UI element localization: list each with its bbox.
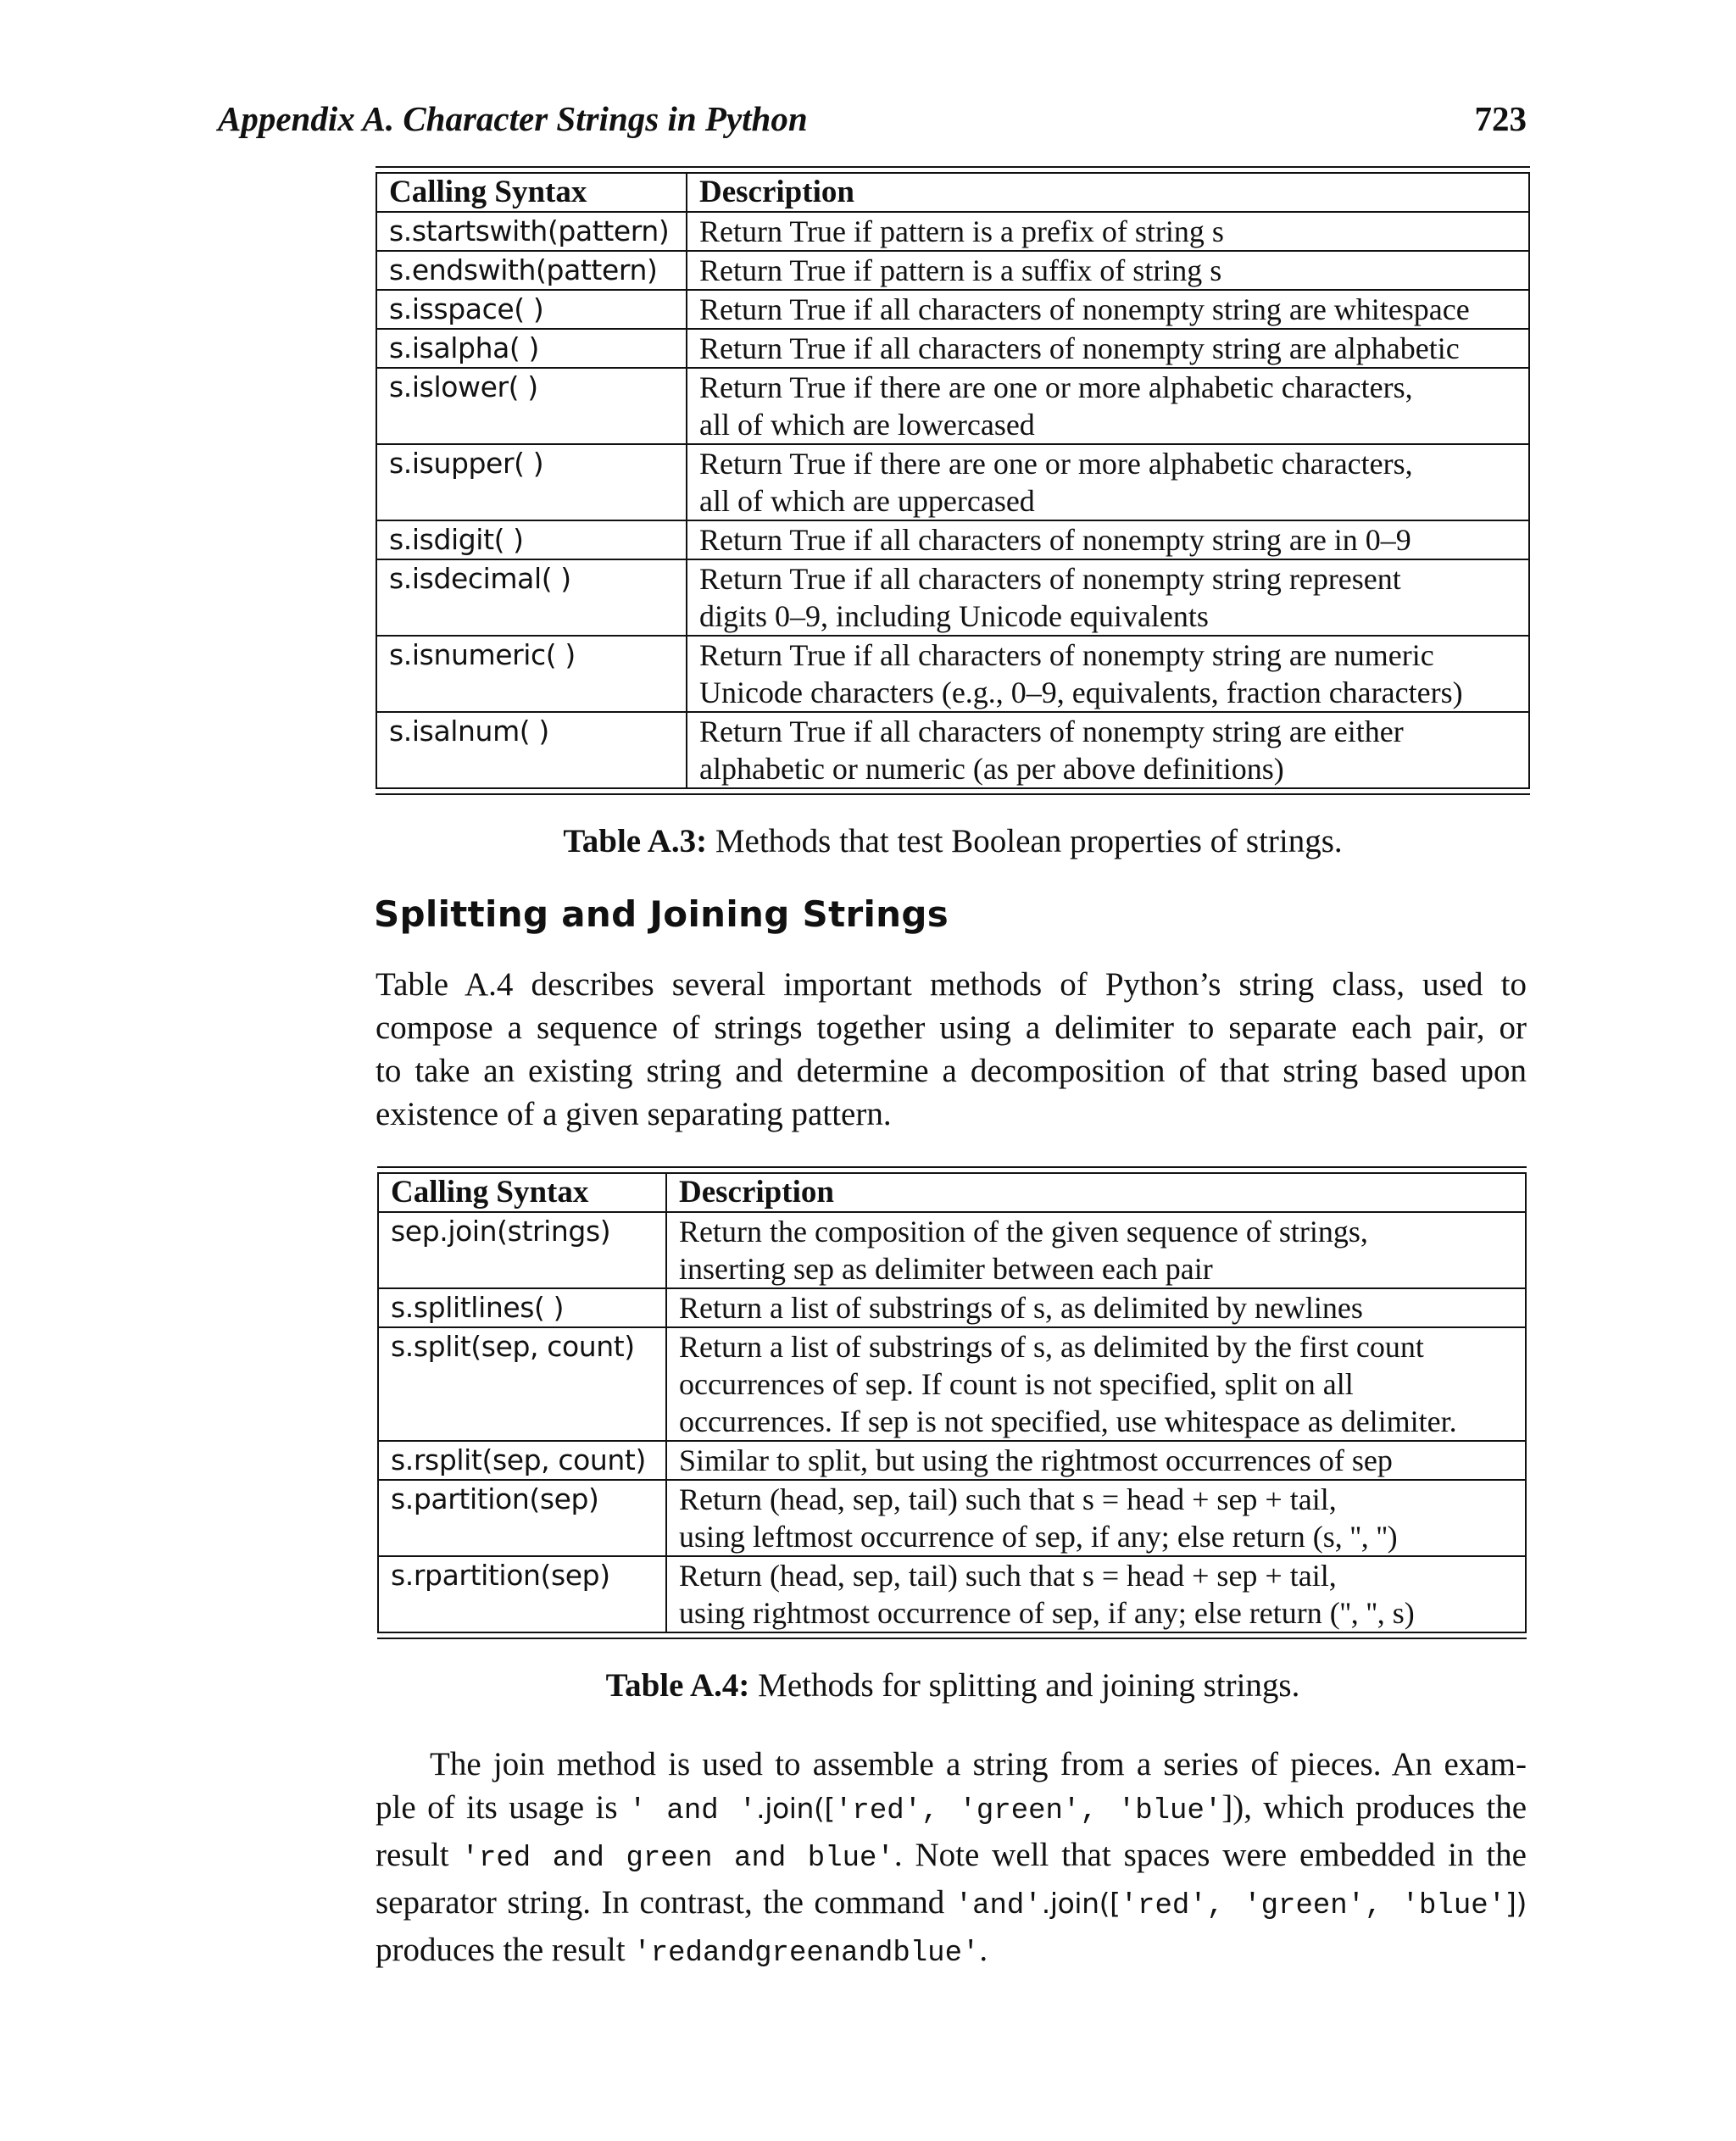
table-row <box>376 444 1529 520</box>
description-line: Similar to split, but using the rightmost occurrences of sep <box>679 1443 1393 1477</box>
description-cell <box>666 1327 1526 1441</box>
code-literal: 'and' <box>954 1890 1042 1922</box>
table-a3-caption <box>376 822 1530 860</box>
calling-syntax-cell: s.isnumeric( ) <box>376 636 687 712</box>
paragraph-line <box>376 1928 1527 1976</box>
description-line: Return a list of substrings of s, as delimited by the first count <box>679 1330 1424 1364</box>
code-literal: 'redandgreenandblue' <box>633 1938 980 1970</box>
calling-syntax-cell: s.endswith(pattern) <box>376 251 687 290</box>
calling-syntax-cell: s.splitlines( ) <box>378 1288 666 1327</box>
description-cell <box>687 444 1529 520</box>
description-cell <box>687 712 1529 788</box>
table-row <box>376 712 1529 788</box>
paragraph-line: existence of a given separating pattern. <box>376 1096 892 1132</box>
table-row <box>378 1288 1526 1327</box>
description-line: digits 0–9, including Unicode equivalents <box>699 599 1209 633</box>
caption-text: Methods that test Boolean properties of strings. <box>707 823 1343 859</box>
description-cell <box>687 520 1529 559</box>
description-line: Return (head, sep, tail) such that s = head + sep + tail, <box>679 1482 1337 1516</box>
text-run: . Note well that spaces were embedded in the <box>893 1837 1527 1873</box>
calling-syntax-cell: s.isdecimal( ) <box>376 559 687 636</box>
description-line: Return True if pattern is a suffix of string s <box>699 253 1222 287</box>
table-row <box>376 520 1529 559</box>
table-header-row <box>376 173 1529 212</box>
table-row <box>376 290 1529 329</box>
table-header-row <box>378 1173 1526 1212</box>
section-heading: Splitting and Joining Strings <box>374 893 949 935</box>
description-line: occurrences of sep. If count is not specified, split on all <box>679 1367 1354 1401</box>
running-title: Appendix A. Character Strings in Python <box>218 99 808 138</box>
text-run: The join method is used to assemble a string from a series of pieces. An exam- <box>430 1746 1527 1782</box>
text-run: . <box>979 1932 988 1968</box>
table-row <box>378 1212 1526 1288</box>
description-cell <box>687 329 1529 368</box>
description-cell <box>687 290 1529 329</box>
text-run: result <box>376 1837 462 1873</box>
description-line: all of which are uppercased <box>699 484 1035 518</box>
running-header <box>218 98 1527 142</box>
table-row <box>378 1327 1526 1441</box>
calling-syntax-cell: s.isspace( ) <box>376 290 687 329</box>
table-row <box>378 1480 1526 1556</box>
table-a4 <box>377 1166 1527 1639</box>
description-line: using rightmost occurrence of sep, if any; else return ('', '', s) <box>679 1596 1415 1630</box>
table-row <box>378 1441 1526 1480</box>
description-line: alphabetic or numeric (as per above definitions) <box>699 752 1284 786</box>
text-run: produces the result <box>376 1932 634 1968</box>
table-row <box>376 329 1529 368</box>
description-line: Return True if all characters of nonempty string are numeric <box>699 638 1434 672</box>
paragraph-line: compose a sequence of strings together using a delimiter to separate each pair, or <box>376 1009 1527 1046</box>
description-line: Return the composition of the given sequence of strings, <box>679 1215 1368 1248</box>
description-cell <box>666 1556 1526 1632</box>
table-row <box>376 636 1529 712</box>
code-method: ]) <box>1505 1887 1527 1920</box>
calling-syntax-cell: s.rpartition(sep) <box>378 1556 666 1632</box>
code-literal: 'red and green and blue' <box>461 1843 894 1875</box>
description-line: Return True if there are one or more alphabetic characters, <box>699 370 1413 404</box>
paragraph-line: to take an existing string and determine a decomposition of that string based upon <box>376 1053 1527 1089</box>
description-line: Return True if all characters of nonempty string represent <box>699 562 1401 596</box>
calling-syntax-cell: s.isdigit( ) <box>376 520 687 559</box>
code-literal: 'red', 'green', 'blue' <box>835 1795 1222 1827</box>
description-line: Return a list of substrings of s, as delimited by newlines <box>679 1291 1363 1325</box>
description-line: Return True if there are one or more alphabetic characters, <box>699 447 1413 481</box>
description-cell <box>687 559 1529 636</box>
code-method: .join([ <box>1041 1887 1121 1920</box>
description-line: all of which are lowercased <box>699 408 1035 442</box>
description-cell <box>666 1441 1526 1480</box>
column-header-description: Description <box>666 1173 1526 1212</box>
section-paragraph <box>376 963 1527 1136</box>
join-paragraph <box>376 1743 1527 1976</box>
calling-syntax-cell: s.isalpha( ) <box>376 329 687 368</box>
caption-text: Methods for splitting and joining strings. <box>749 1667 1300 1704</box>
description-line: Unicode characters (e.g., 0–9, equivalents, fraction characters) <box>699 676 1463 709</box>
description-line: Return True if all characters of nonempty string are whitespace <box>699 292 1470 326</box>
paragraph-line <box>376 1786 1527 1833</box>
table-row <box>378 1556 1526 1632</box>
table-row <box>376 251 1529 290</box>
paragraph-line: Table A.4 describes several important methods of Python’s string class, used to <box>376 966 1527 1003</box>
description-line: Return True if all characters of nonempty string are in 0–9 <box>699 523 1411 557</box>
table-a4-body <box>378 1212 1526 1632</box>
description-cell <box>666 1288 1526 1327</box>
table-row <box>376 368 1529 444</box>
table-row <box>376 212 1529 251</box>
page-number: 723 <box>1474 99 1527 138</box>
description-line: Return (head, sep, tail) such that s = head + sep + tail, <box>679 1559 1337 1593</box>
text-run: ]), which produces the <box>1221 1789 1527 1826</box>
caption-label: Table A.4: <box>605 1667 750 1704</box>
description-line: occurrences. If sep is not specified, use whitespace as delimiter. <box>679 1404 1457 1438</box>
calling-syntax-cell: s.startswith(pattern) <box>376 212 687 251</box>
description-cell <box>687 212 1529 251</box>
paragraph-line <box>376 1833 1527 1881</box>
table-a4-caption <box>376 1666 1530 1704</box>
description-line: Return True if all characters of nonempty string are alphabetic <box>699 331 1460 365</box>
calling-syntax-cell: s.islower( ) <box>376 368 687 444</box>
calling-syntax-cell: s.rsplit(sep, count) <box>378 1441 666 1480</box>
code-literal: 'red', 'green', 'blue' <box>1120 1890 1506 1922</box>
description-cell <box>687 368 1529 444</box>
text-run: separator string. In contrast, the command <box>376 1884 955 1921</box>
column-header-calling-syntax: Calling Syntax <box>378 1173 666 1212</box>
caption-label: Table A.3: <box>563 823 708 859</box>
calling-syntax-cell: sep.join(strings) <box>378 1212 666 1288</box>
table-a3-body <box>376 212 1529 788</box>
code-method: .join([ <box>756 1792 836 1825</box>
code-literal: ' and ' <box>628 1795 757 1827</box>
text-run: ple of its usage is <box>376 1789 629 1826</box>
description-line: using leftmost occurrence of sep, if any; else return (s, '', '') <box>679 1520 1398 1554</box>
calling-syntax-cell: s.isupper( ) <box>376 444 687 520</box>
paragraph-line <box>376 1743 1527 1786</box>
calling-syntax-cell: s.isalnum( ) <box>376 712 687 788</box>
calling-syntax-cell: s.split(sep, count) <box>378 1327 666 1441</box>
description-line: inserting sep as delimiter between each pair <box>679 1252 1213 1286</box>
description-cell <box>687 636 1529 712</box>
table-row <box>376 559 1529 636</box>
calling-syntax-cell: s.partition(sep) <box>378 1480 666 1556</box>
description-cell <box>687 251 1529 290</box>
paragraph-line <box>376 1881 1527 1928</box>
column-header-calling-syntax: Calling Syntax <box>376 173 687 212</box>
description-line: Return True if all characters of nonempty string are either <box>699 715 1404 748</box>
column-header-description: Description <box>687 173 1529 212</box>
description-cell <box>666 1480 1526 1556</box>
description-line: Return True if pattern is a prefix of string s <box>699 214 1224 248</box>
description-cell <box>666 1212 1526 1288</box>
table-a3 <box>376 166 1530 795</box>
